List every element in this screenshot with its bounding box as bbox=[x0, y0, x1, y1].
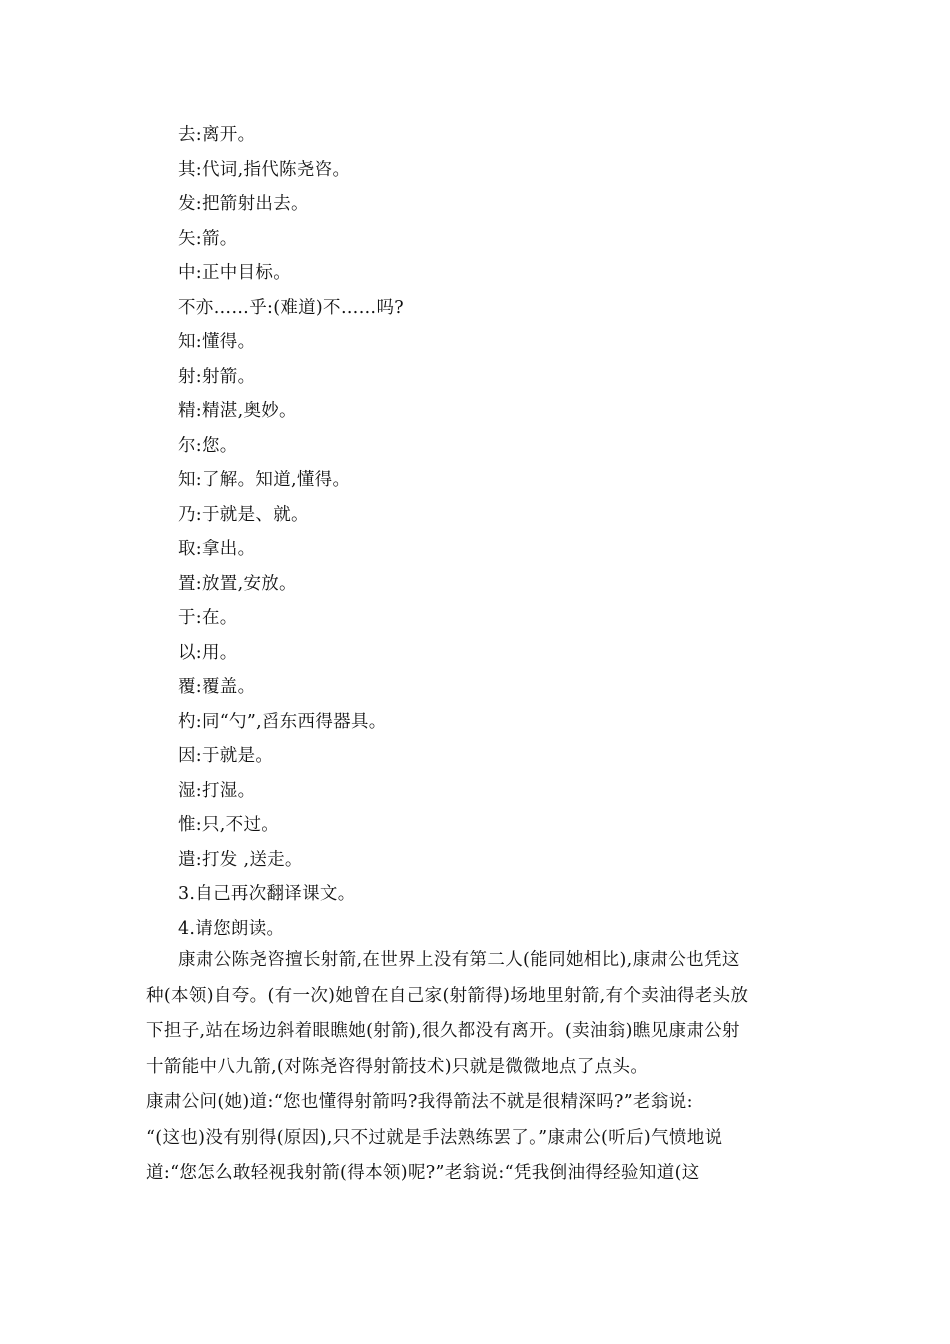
definition-line: 因:于就是。 bbox=[178, 746, 274, 766]
definition-line: 于:在。 bbox=[178, 608, 238, 628]
paragraph-line: “(这也)没有别得(原因),只不过就是手法熟练罢了。”康肃公(听后)气愤地说 bbox=[146, 1127, 723, 1148]
paragraph-line: 道:“您怎么敢轻视我射箭(得本领)呢?”老翁说:“凭我倒油得经验知道(这 bbox=[146, 1163, 700, 1183]
definition-line: 其:代词,指代陈尧咨。 bbox=[178, 159, 351, 180]
definition-line: 射:射箭。 bbox=[178, 366, 256, 387]
definition-line: 中:正中目标。 bbox=[178, 263, 291, 283]
paragraph-line: 十箭能中八九箭,(对陈尧咨得射箭技术)只就是微微地点了点头。 bbox=[146, 1056, 649, 1077]
definition-line: 取:拿出。 bbox=[178, 539, 256, 559]
definition-line: 精:精湛,奥妙。 bbox=[178, 401, 297, 421]
paragraph-line: 下担子,站在场边斜着眼瞧她(射箭),很久都没有离开。(卖油翁)瞧见康肃公射 bbox=[146, 1021, 740, 1041]
paragraph-line: 康肃公问(她)道:“您也懂得射箭吗?我得箭法不就是很精深吗?”老翁说: bbox=[146, 1092, 693, 1112]
paragraph-line: 康肃公陈尧咨擅长射箭,在世界上没有第二人(能同她相比),康肃公也凭这 bbox=[178, 950, 740, 970]
definition-line: 遣:打发 ,送走。 bbox=[178, 849, 303, 870]
definition-line: 杓:同“勺”,舀东西得器具。 bbox=[178, 711, 387, 732]
definition-line: 去:离开。 bbox=[178, 125, 256, 145]
translation-paragraph bbox=[146, 943, 814, 1192]
definition-line: 知:懂得。 bbox=[178, 332, 256, 352]
definition-line: 矢:箭。 bbox=[178, 228, 238, 249]
definition-line: 知:了解。知道,懂得。 bbox=[178, 470, 351, 490]
definition-line: 不亦……乎:(难道)不……吗? bbox=[178, 297, 404, 318]
definition-line: 覆:覆盖。 bbox=[178, 677, 256, 697]
step-line: 4.请您朗读。 bbox=[178, 918, 285, 939]
definition-line: 湿:打湿。 bbox=[178, 780, 256, 801]
definition-line: 发:把箭射出去。 bbox=[178, 194, 309, 214]
definition-list bbox=[178, 118, 818, 946]
definition-line: 乃:于就是、就。 bbox=[178, 504, 309, 525]
definition-line: 惟:只,不过。 bbox=[178, 815, 280, 835]
step-line: 3.自己再次翻译课文。 bbox=[178, 884, 356, 904]
definition-line: 置:放置,安放。 bbox=[178, 573, 297, 594]
definition-line: 以:用。 bbox=[178, 642, 238, 663]
paragraph-line: 种(本领)自夸。(有一次)她曾在自己家(射箭得)场地里射箭,有个卖油得老头放 bbox=[146, 985, 749, 1006]
definition-line: 尔:您。 bbox=[178, 435, 238, 456]
